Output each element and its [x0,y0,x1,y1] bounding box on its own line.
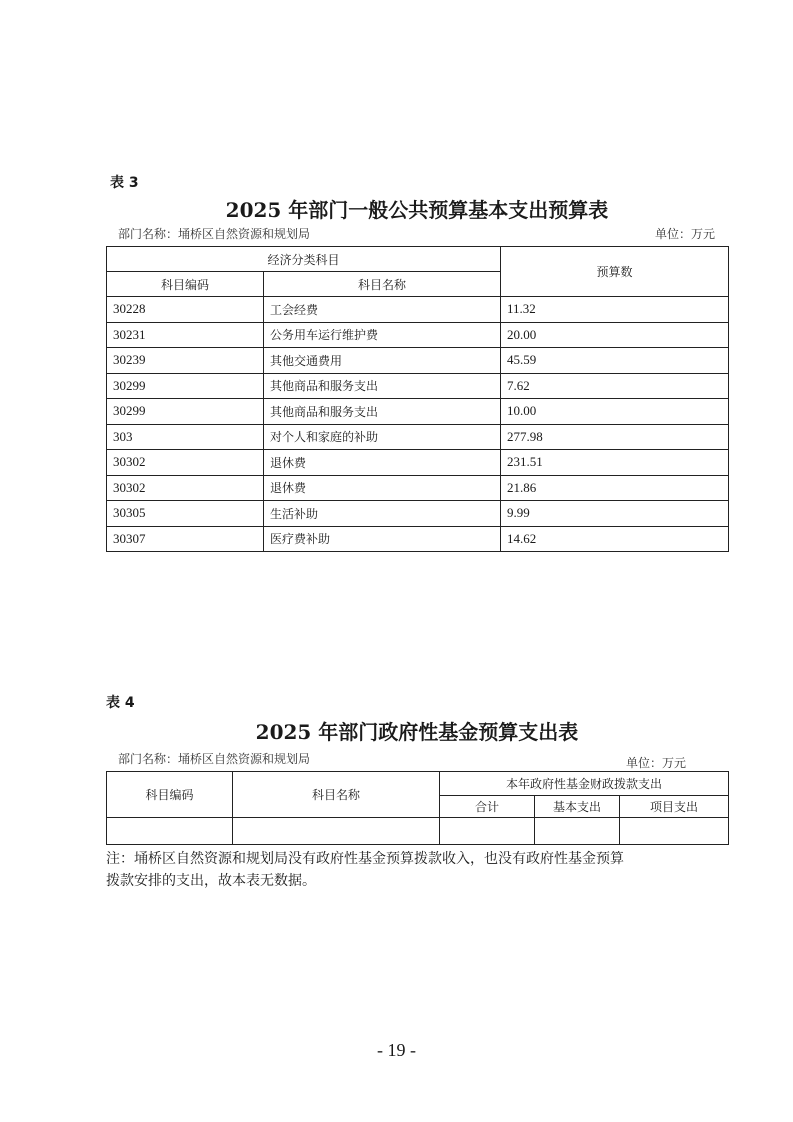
table4-cell [440,818,535,845]
table3-cell-amount: 277.98 [501,424,729,450]
table4-header-project: 项目支出 [620,796,729,818]
table3-label: 表 3 [110,175,139,191]
table4-cell [107,818,233,845]
table4-note-line1: 注：埇桥区自然资源和规划局没有政府性基金预算拨款收入，也没有政府性基金预算 [106,851,624,867]
table3-header-code: 科目编码 [107,272,264,297]
table3-unit: 单位：万元 [655,227,716,241]
table3-dept: 部门名称：埇桥区自然资源和规划局 [118,227,311,241]
table3-row [107,399,729,425]
table4-header-code: 科目编码 [107,772,233,818]
table4-header-group: 本年政府性基金财政拨款支出 [440,772,729,796]
table3-row [107,526,729,552]
table3-cell-amount: 45.59 [501,348,729,374]
table4-empty-row [107,818,729,845]
table3-row [107,475,729,501]
table3-cell-code: 30228 [107,297,264,323]
table3-row [107,501,729,527]
table3-cell-name: 医疗费补助 [264,526,501,552]
table3-cell-amount: 10.00 [501,399,729,425]
table3-cell-code: 30302 [107,450,264,476]
page-number: - 19 - [377,1040,416,1060]
table3-cell-amount: 9.99 [501,501,729,527]
table3-cell-name: 公务用车运行维护费 [264,322,501,348]
table3-header-group: 经济分类科目 [107,247,501,272]
table4 [106,771,729,845]
table4-note-line2: 拨款安排的支出，故本表无数据。 [106,873,316,889]
table4-dept: 部门名称：埇桥区自然资源和规划局 [118,752,311,766]
table4-cell [535,818,620,845]
table4-header-name: 科目名称 [233,772,440,818]
table3-header-name: 科目名称 [264,272,501,297]
table3-cell-code: 30299 [107,373,264,399]
table3-cell-name: 其他商品和服务支出 [264,399,501,425]
table3-cell-name: 其他商品和服务支出 [264,373,501,399]
table3-cell-amount: 231.51 [501,450,729,476]
table3-cell-name: 退休费 [264,450,501,476]
table3-cell-amount: 7.62 [501,373,729,399]
table3-title: 2025 年部门一般公共预算基本支出预算表 [225,198,609,222]
table3-row [107,424,729,450]
table3-row [107,348,729,374]
table3-cell-amount: 11.32 [501,297,729,323]
table3-cell-name: 生活补助 [264,501,501,527]
table3-cell-code: 30305 [107,501,264,527]
table4-title: 2025 年部门政府性基金预算支出表 [255,720,579,744]
table3-cell-amount: 21.86 [501,475,729,501]
table3-header-amount: 预算数 [501,247,729,297]
table3-row [107,322,729,348]
table3-cell-code: 30239 [107,348,264,374]
table3-body [107,297,729,552]
table3-cell-code: 30307 [107,526,264,552]
table3-cell-code: 30231 [107,322,264,348]
table3-row [107,373,729,399]
table3-cell-amount: 14.62 [501,526,729,552]
table3-cell-name: 对个人和家庭的补助 [264,424,501,450]
table4-unit: 单位：万元 [626,756,687,770]
table3-cell-name: 工会经费 [264,297,501,323]
table3-cell-name: 其他交通费用 [264,348,501,374]
table4-header-total: 合计 [440,796,535,818]
table3-cell-code: 30302 [107,475,264,501]
table3-cell-code: 303 [107,424,264,450]
table3-cell-code: 30299 [107,399,264,425]
table3-cell-amount: 20.00 [501,322,729,348]
table4-note [106,848,726,892]
table3-row [107,297,729,323]
table4-cell [233,818,440,845]
table3-cell-name: 退休费 [264,475,501,501]
table4-label: 表 4 [106,695,135,711]
table4-header-basic: 基本支出 [535,796,620,818]
table4-cell [620,818,729,845]
table3 [106,246,729,552]
table3-row [107,450,729,476]
